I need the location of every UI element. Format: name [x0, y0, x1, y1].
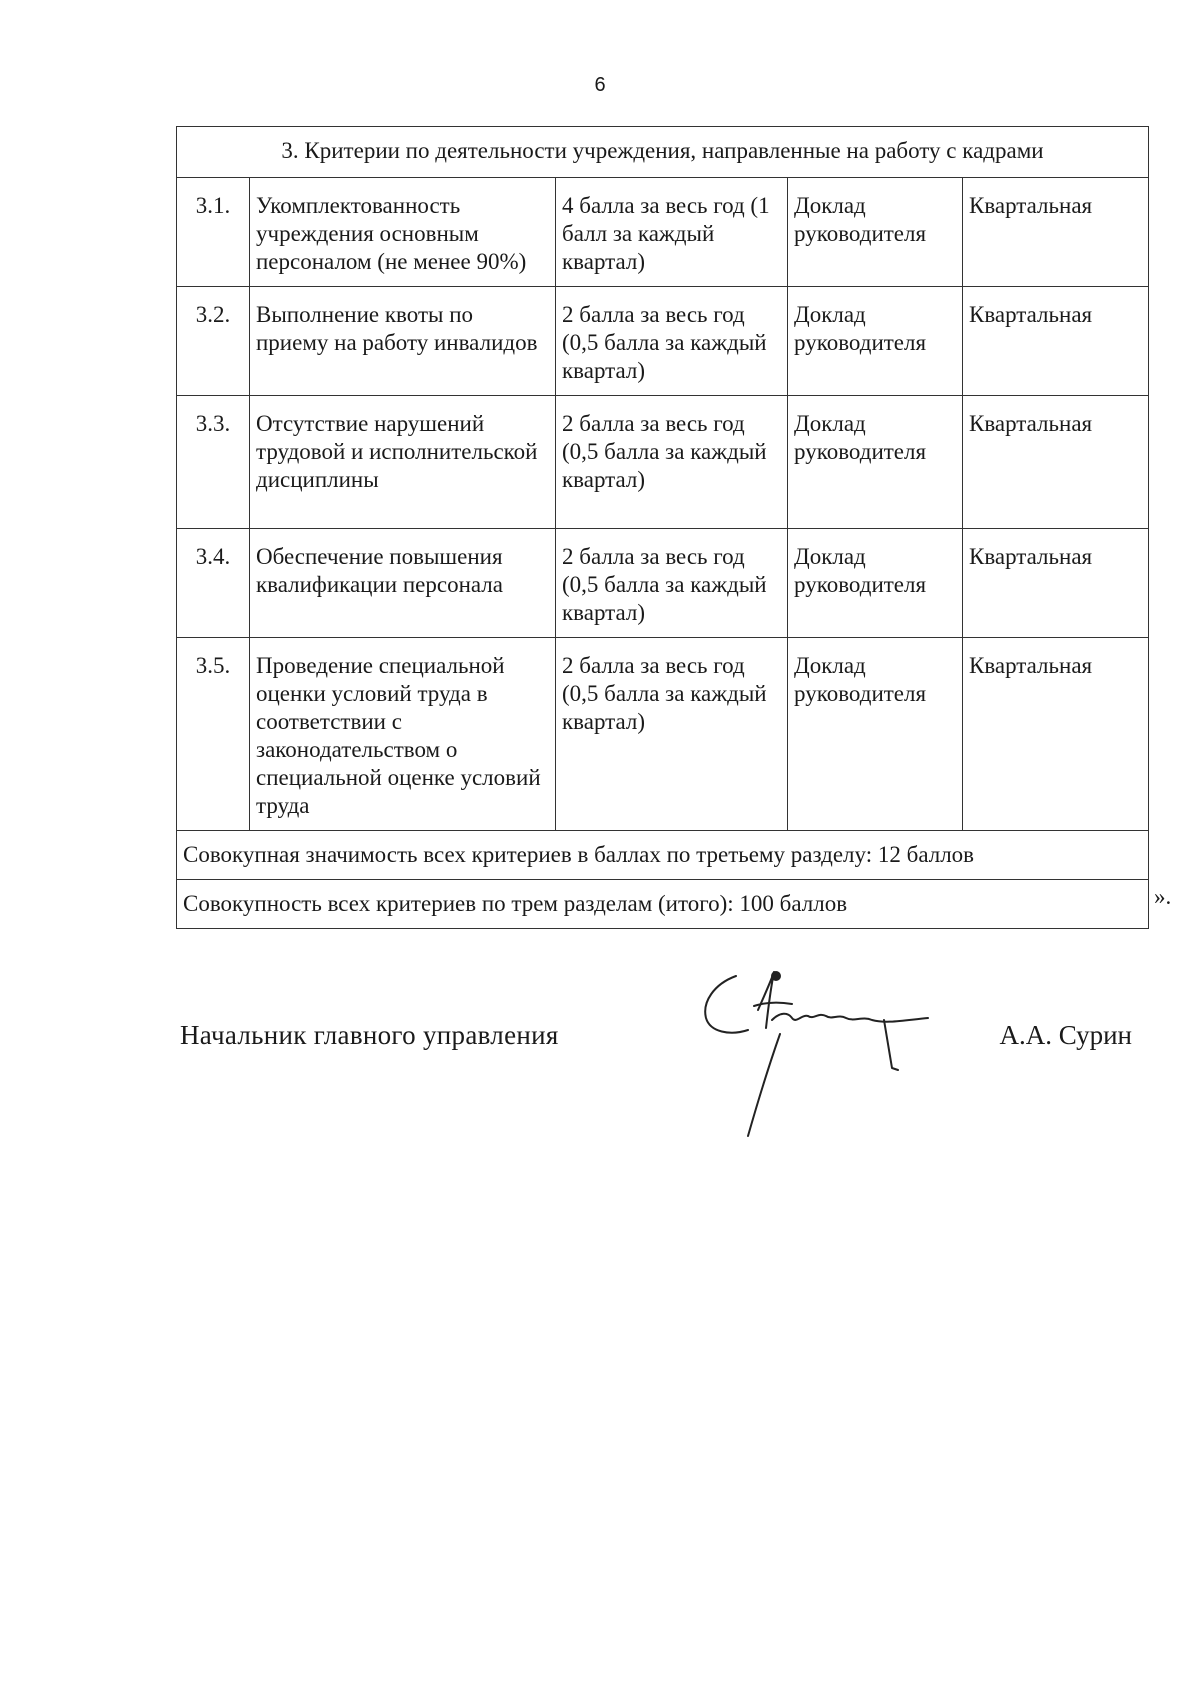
source-cell: Доклад руководителя [788, 178, 963, 287]
criterion-cell: Обеспечение повышения квалификации персонала [250, 529, 556, 638]
table-row [177, 396, 1149, 529]
source-cell: Доклад руководителя [788, 287, 963, 396]
page-number: 6 [594, 74, 606, 96]
periodicity-cell: Квартальная [963, 396, 1149, 529]
section-total-row [177, 831, 1149, 880]
table-row [177, 287, 1149, 396]
closing-quote: ». [1154, 884, 1172, 909]
criterion-cell: Проведение специальной оценки условий труда в соответствии с законодательством о специальной оценке условий труда [250, 638, 556, 831]
points-cell: 2 балла за весь год (0,5 балла за каждый квартал) [556, 287, 788, 396]
signature-block [180, 1020, 1160, 1160]
section-header-row [177, 127, 1149, 178]
grand-total-row [177, 880, 1149, 929]
signer-name: А.А. Сурин [999, 1020, 1132, 1050]
row-number: 3.3. [177, 396, 250, 529]
row-number: 3.1. [177, 178, 250, 287]
points-cell: 4 балла за весь год (1 балл за каждый квартал) [556, 178, 788, 287]
grand-total: Совокупность всех критериев по трем разделам (итого): 100 баллов [177, 880, 1149, 929]
source-cell: Доклад руководителя [788, 638, 963, 831]
criteria-table [176, 126, 1149, 929]
criterion-cell: Укомплектованность учреждения основным персоналом (не менее 90%) [250, 178, 556, 287]
periodicity-cell: Квартальная [963, 638, 1149, 831]
row-number: 3.5. [177, 638, 250, 831]
points-cell: 2 балла за весь год (0,5 балла за каждый квартал) [556, 529, 788, 638]
criterion-cell: Отсутствие нарушений трудовой и исполнительской дисциплины [250, 396, 556, 529]
signer-position: Начальник главного управления [180, 1020, 559, 1050]
periodicity-cell: Квартальная [963, 529, 1149, 638]
table-row [177, 638, 1149, 831]
section-header: 3. Критерии по деятельности учреждения, направленные на работу с кадрами [177, 127, 1149, 178]
criterion-cell: Выполнение квоты по приему на работу инвалидов [250, 287, 556, 396]
periodicity-cell: Квартальная [963, 178, 1149, 287]
section-total: Совокупная значимость всех критериев в баллах по третьему разделу: 12 баллов [177, 831, 1149, 880]
table-row [177, 178, 1149, 287]
row-number: 3.2. [177, 287, 250, 396]
handwritten-signature [696, 958, 966, 1138]
table-row [177, 529, 1149, 638]
source-cell: Доклад руководителя [788, 396, 963, 529]
row-number: 3.4. [177, 529, 250, 638]
points-cell: 2 балла за весь год (0,5 балла за каждый квартал) [556, 396, 788, 529]
periodicity-cell: Квартальная [963, 287, 1149, 396]
source-cell: Доклад руководителя [788, 529, 963, 638]
points-cell: 2 балла за весь год (0,5 балла за каждый квартал) [556, 638, 788, 831]
